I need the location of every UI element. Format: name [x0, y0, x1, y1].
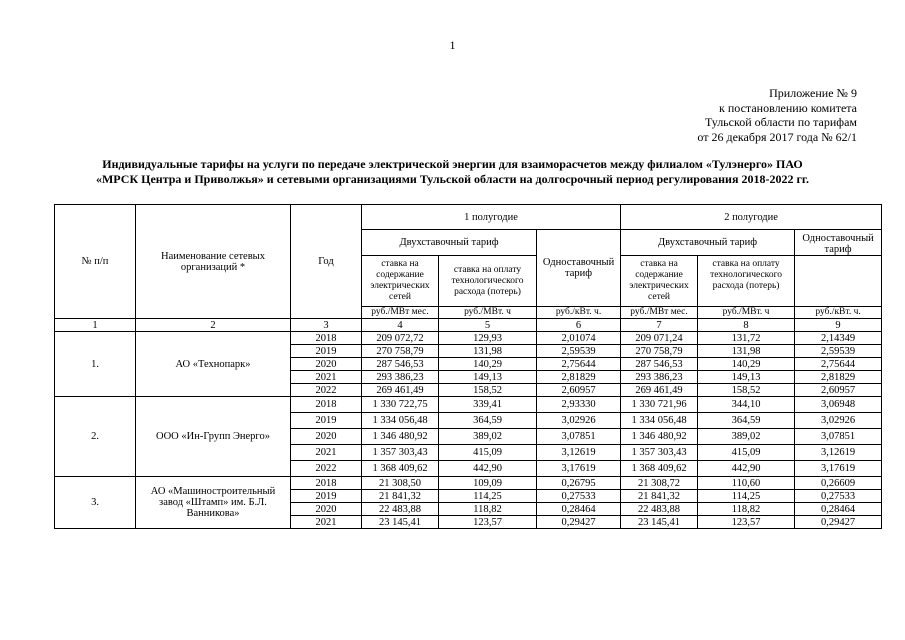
value-cell: 129,93	[439, 332, 537, 345]
value-cell: 0,26609	[795, 477, 882, 490]
value-cell: 209 072,72	[362, 332, 439, 345]
header-name: Наименование сетевых организаций *	[136, 205, 291, 319]
header-rate-loss-1: ставка на оплату технологического расхода (потерь)	[439, 256, 537, 307]
value-cell: 287 546,53	[362, 358, 439, 371]
value-cell: 3,12619	[537, 445, 621, 461]
value-cell: 0,27533	[537, 490, 621, 503]
value-cell: 442,90	[698, 461, 795, 477]
value-cell: 293 386,23	[621, 371, 698, 384]
year-cell: 2019	[291, 413, 362, 429]
value-cell: 3,02926	[795, 413, 882, 429]
appendix-line-3: Тульской области по тарифам	[704, 115, 857, 129]
header-rate-maint-1: ставка на содержание электрических сетей	[362, 256, 439, 307]
org-number: 3.	[55, 477, 136, 529]
column-number: 5	[439, 319, 537, 332]
header-year: Год	[291, 205, 362, 319]
value-cell: 1 334 056,48	[362, 413, 439, 429]
value-cell: 149,13	[439, 371, 537, 384]
value-cell: 2,75644	[537, 358, 621, 371]
value-cell: 415,09	[439, 445, 537, 461]
column-number: 1	[55, 319, 136, 332]
year-cell: 2018	[291, 477, 362, 490]
value-cell: 118,82	[698, 503, 795, 516]
value-cell: 1 330 722,75	[362, 397, 439, 413]
header-two-part-1: Двухставочный тариф	[362, 230, 537, 256]
value-cell: 123,57	[439, 516, 537, 529]
year-cell: 2021	[291, 516, 362, 529]
value-cell: 123,57	[698, 516, 795, 529]
unit-mw-h-2: руб./МВт. ч	[698, 307, 795, 319]
value-cell: 1 346 480,92	[362, 429, 439, 445]
page-number: 1	[449, 38, 456, 52]
value-cell: 344,10	[698, 397, 795, 413]
org-name: АО «Технопарк»	[136, 332, 291, 397]
table-row	[55, 397, 882, 413]
header-one-part-2: Одноставочный тариф	[795, 230, 882, 256]
value-cell: 287 546,53	[621, 358, 698, 371]
value-cell: 2,75644	[795, 358, 882, 371]
value-cell: 0,29427	[795, 516, 882, 529]
value-cell: 158,52	[698, 384, 795, 397]
value-cell: 3,06948	[795, 397, 882, 413]
value-cell: 110,60	[698, 477, 795, 490]
value-cell: 415,09	[698, 445, 795, 461]
org-number: 1.	[55, 332, 136, 397]
appendix-line-4: от 26 декабря 2017 года № 62/1	[697, 129, 857, 144]
org-number: 2.	[55, 397, 136, 477]
column-number: 3	[291, 319, 362, 332]
header-rate-maint-2: ставка на содержание электрических сетей	[621, 256, 698, 307]
unit-kwh-1: руб./кВт. ч.	[537, 307, 621, 319]
value-cell: 3,02926	[537, 413, 621, 429]
value-cell: 131,72	[698, 332, 795, 345]
value-cell: 1 346 480,92	[621, 429, 698, 445]
year-cell: 2018	[291, 332, 362, 345]
value-cell: 2,81829	[537, 371, 621, 384]
value-cell: 2,01074	[537, 332, 621, 345]
value-cell: 269 461,49	[362, 384, 439, 397]
year-cell: 2022	[291, 384, 362, 397]
value-cell: 140,29	[439, 358, 537, 371]
header-rate-loss-2: ставка на оплату технологического расхода (потерь)	[698, 256, 795, 307]
header-half-2: 2 полугодие	[621, 205, 882, 230]
value-cell: 118,82	[439, 503, 537, 516]
value-cell: 21 308,50	[362, 477, 439, 490]
document-title	[40, 157, 865, 187]
value-cell: 2,60957	[795, 384, 882, 397]
title-line-2: «МРСК Центра и Приволжья» и сетевыми организациями Тульской области на долгосрочный период регулирования 2018-2022 гг.	[95, 172, 810, 186]
value-cell: 3,17619	[795, 461, 882, 477]
value-cell: 21 841,32	[362, 490, 439, 503]
unit-kwh-2: руб./кВт. ч.	[795, 307, 882, 319]
value-cell: 1 368 409,62	[621, 461, 698, 477]
value-cell: 21 841,32	[621, 490, 698, 503]
header-half-1: 1 полугодие	[362, 205, 621, 230]
value-cell: 131,98	[698, 345, 795, 358]
value-cell: 158,52	[439, 384, 537, 397]
value-cell: 3,17619	[537, 461, 621, 477]
value-cell: 339,41	[439, 397, 537, 413]
column-number: 8	[698, 319, 795, 332]
value-cell: 0,27533	[795, 490, 882, 503]
column-number: 7	[621, 319, 698, 332]
value-cell: 21 308,72	[621, 477, 698, 490]
value-cell: 0,26795	[537, 477, 621, 490]
table-row	[55, 477, 882, 490]
header-two-part-2: Двухставочный тариф	[621, 230, 795, 256]
appendix-line-2: к постановлению комитета	[719, 100, 857, 115]
value-cell: 23 145,41	[362, 516, 439, 529]
value-cell: 0,29427	[537, 516, 621, 529]
value-cell: 140,29	[698, 358, 795, 371]
header-num: № п/п	[55, 205, 136, 319]
year-cell: 2019	[291, 345, 362, 358]
year-cell: 2021	[291, 371, 362, 384]
year-cell: 2020	[291, 429, 362, 445]
year-cell: 2019	[291, 490, 362, 503]
value-cell: 2,81829	[795, 371, 882, 384]
value-cell: 114,25	[698, 490, 795, 503]
year-cell: 2020	[291, 503, 362, 516]
value-cell: 2,60957	[537, 384, 621, 397]
value-cell: 1 334 056,48	[621, 413, 698, 429]
value-cell: 2,14349	[795, 332, 882, 345]
value-cell: 364,59	[439, 413, 537, 429]
value-cell: 389,02	[439, 429, 537, 445]
unit-mw-h-1: руб./МВт. ч	[439, 307, 537, 319]
value-cell: 1 330 721,96	[621, 397, 698, 413]
unit-mw-month-1: руб./МВт мес.	[362, 307, 439, 319]
value-cell: 131,98	[439, 345, 537, 358]
column-number: 2	[136, 319, 291, 332]
value-cell: 1 357 303,43	[621, 445, 698, 461]
value-cell: 23 145,41	[621, 516, 698, 529]
value-cell: 270 758,79	[362, 345, 439, 358]
header-one-part-1: Одноставочный тариф	[537, 230, 621, 307]
column-number: 4	[362, 319, 439, 332]
value-cell: 22 483,88	[621, 503, 698, 516]
org-name: ООО «Ин-Групп Энерго»	[136, 397, 291, 477]
value-cell: 114,25	[439, 490, 537, 503]
appendix-line-1: Приложение № 9	[769, 86, 857, 100]
year-cell: 2022	[291, 461, 362, 477]
value-cell: 109,09	[439, 477, 537, 490]
value-cell: 3,07851	[795, 429, 882, 445]
year-cell: 2020	[291, 358, 362, 371]
value-cell: 364,59	[698, 413, 795, 429]
value-cell: 1 357 303,43	[362, 445, 439, 461]
value-cell: 3,07851	[537, 429, 621, 445]
column-number: 6	[537, 319, 621, 332]
value-cell: 270 758,79	[621, 345, 698, 358]
value-cell: 22 483,88	[362, 503, 439, 516]
value-cell: 2,59539	[795, 345, 882, 358]
value-cell: 149,13	[698, 371, 795, 384]
header-empty	[795, 256, 882, 307]
year-cell: 2018	[291, 397, 362, 413]
value-cell: 293 386,23	[362, 371, 439, 384]
value-cell: 389,02	[698, 429, 795, 445]
value-cell: 1 368 409,62	[362, 461, 439, 477]
value-cell: 0,28464	[795, 503, 882, 516]
value-cell: 2,93330	[537, 397, 621, 413]
value-cell: 442,90	[439, 461, 537, 477]
year-cell: 2021	[291, 445, 362, 461]
org-name: АО «Машиностроительный завод «Штамп» им. Б.Л. Ванникова»	[136, 477, 291, 529]
table-row	[55, 332, 882, 345]
value-cell: 3,12619	[795, 445, 882, 461]
unit-mw-month-2: руб./МВт мес.	[621, 307, 698, 319]
table-body	[55, 332, 882, 529]
column-number: 9	[795, 319, 882, 332]
value-cell: 269 461,49	[621, 384, 698, 397]
appendix-block	[697, 86, 857, 144]
value-cell: 0,28464	[537, 503, 621, 516]
tariff-table	[54, 204, 882, 529]
title-line-1: Индивидуальные тарифы на услуги по передаче электрической энергии для взаиморасчетов между филиалом «Тулэнерго» ПАО	[102, 157, 803, 171]
value-cell: 2,59539	[537, 345, 621, 358]
value-cell: 209 071,24	[621, 332, 698, 345]
